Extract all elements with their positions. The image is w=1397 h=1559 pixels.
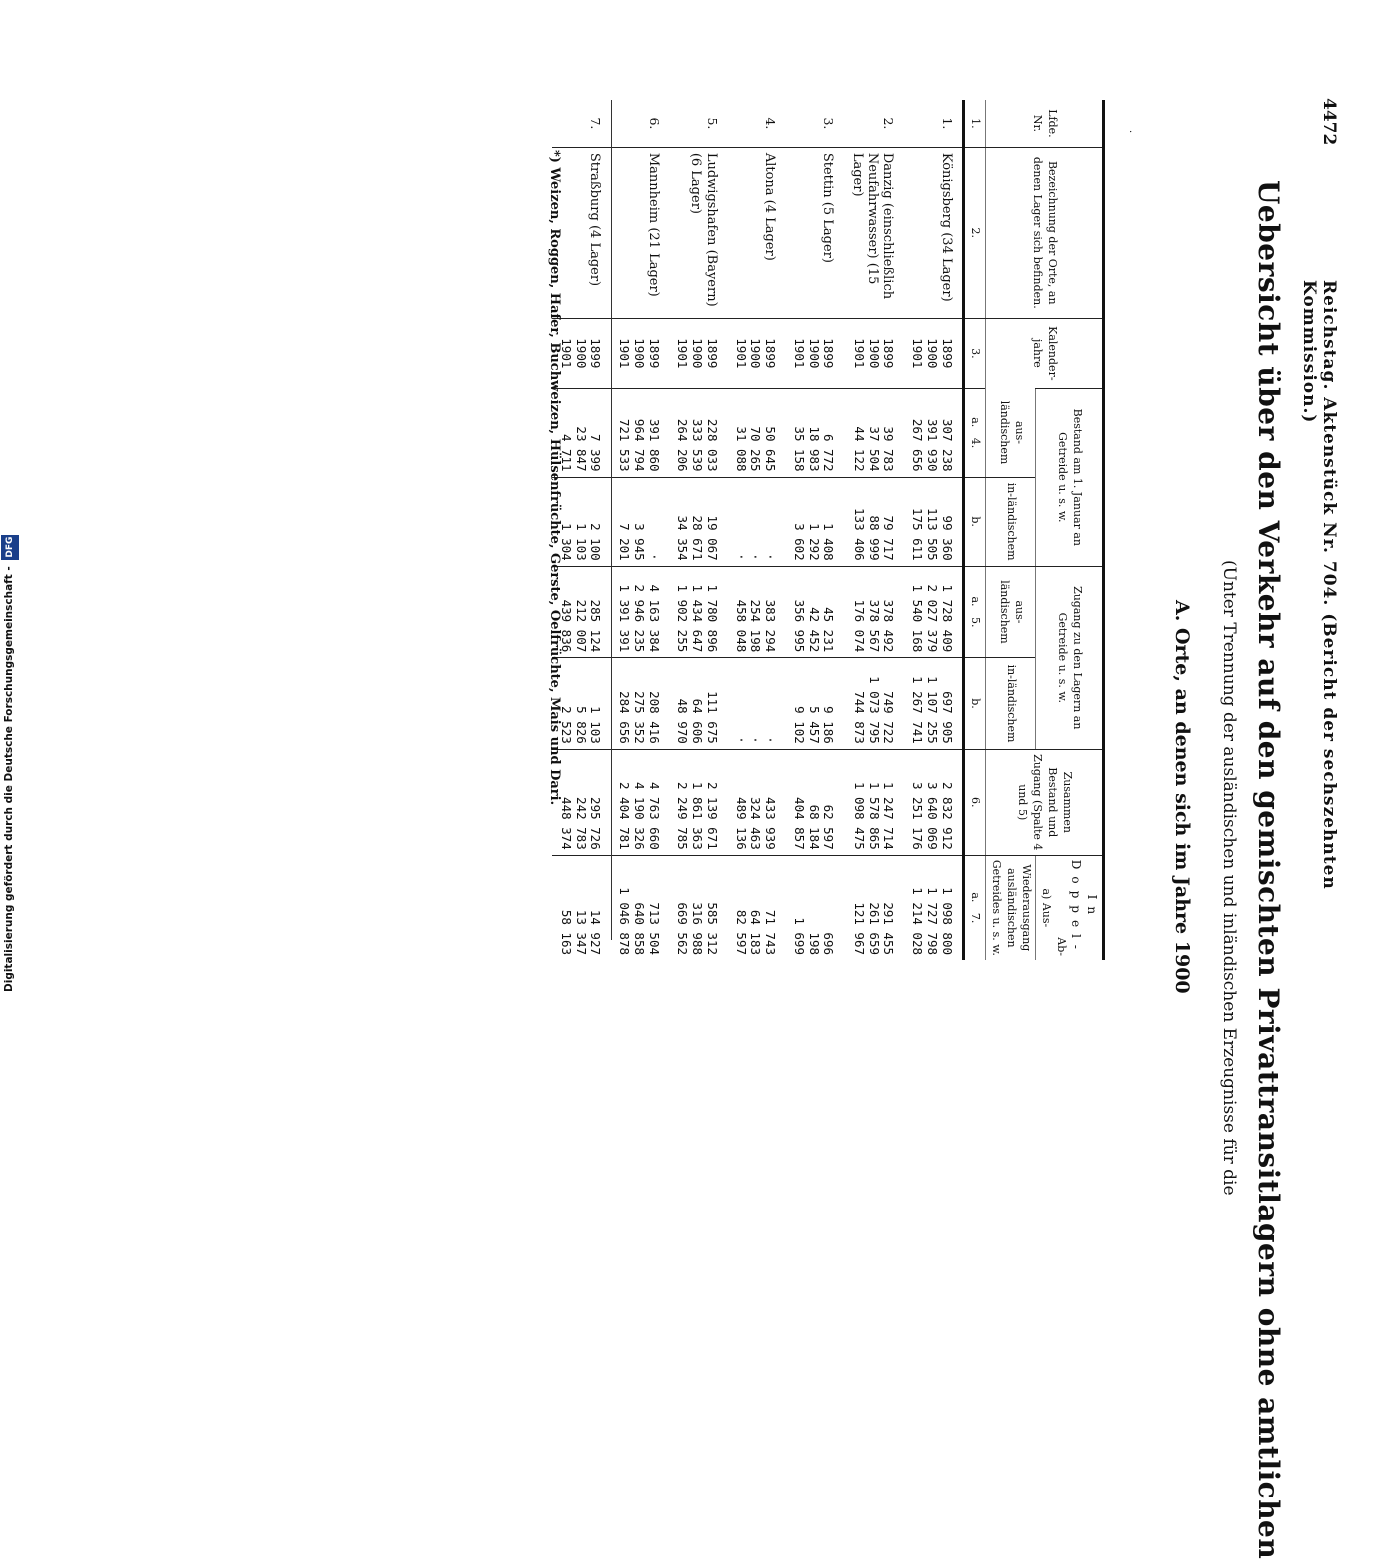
row-zugang-in: 208 416 275 352 284 656 xyxy=(610,658,668,750)
row-zugang-in: 1 103 5 826 2 523 xyxy=(552,658,610,750)
row-ausgang: 14 927 13 347 58 163 xyxy=(552,855,610,960)
row-years: 1899 1900 1901 xyxy=(843,318,903,388)
col-zugang-in: in-ländischem xyxy=(986,658,1036,750)
table-row xyxy=(785,100,843,960)
row-zusammen: 433 939 324 463 489 136 xyxy=(727,749,785,855)
row-name: Altona (4 Lager) xyxy=(727,147,785,318)
sub-a-label: a. xyxy=(969,892,983,903)
row-name: Mannheim (21 Lager) xyxy=(610,147,668,318)
col-bestand-in: in-ländischem xyxy=(986,477,1036,566)
row-zugang-aus: 45 231 42 452 356 995 xyxy=(785,566,843,658)
row-zusammen: 295 726 242 783 448 374 xyxy=(552,749,610,855)
row-zugang-in: · · · xyxy=(727,658,785,750)
row-nr: 5. xyxy=(704,117,720,130)
row-zugang-in: 9 186 5 457 9 102 xyxy=(785,658,843,750)
row-bestand-in: 1 408 1 292 3 602 xyxy=(785,477,843,566)
row-zugang-aus: 1 728 409 2 027 379 1 540 168 xyxy=(903,566,963,658)
row-zusammen: 4 763 660 4 190 326 2 404 781 xyxy=(610,749,668,855)
row-zugang-aus: 383 294 254 198 458 048 xyxy=(727,566,785,658)
ab-label: Ab- xyxy=(1054,937,1068,956)
col-doppel-block xyxy=(1035,855,1103,960)
table-row xyxy=(843,100,903,960)
row-zugang-aus: 1 780 896 1 434 647 1 902 255 xyxy=(669,566,727,658)
col-lfde-nr: Lfde. Nr. xyxy=(986,100,1104,147)
row-bestand-in: · · · xyxy=(727,477,785,566)
doppel-label: In Doppel- xyxy=(1068,859,1099,956)
col-kalenderjahre: Kalender-jahre xyxy=(986,318,1104,388)
page-subtitle: (Unter Trennung der ausländischen und inländischen Erzeugnisse für die xyxy=(1219,560,1239,1196)
row-zugang-in: 111 675 64 606 48 970 xyxy=(669,658,727,750)
col-bestand-aus: aus-ländischem xyxy=(986,388,1036,477)
row-years: 1899 1900 1901 xyxy=(727,318,785,388)
row-bestand-aus: 39 783 37 504 44 122 xyxy=(843,388,903,477)
row-ausgang: 71 743 64 183 82 597 xyxy=(727,855,785,960)
footnote: *) Weizen, Roggen, Hafer, Buchweizen, Hülsenfrüchte, Gerste, Oelfrüchte, Mais und Dari. xyxy=(547,150,562,806)
row-zugang-aus: 4 163 384 2 946 235 1 391 391 xyxy=(610,566,668,658)
row-bestand-in: · 3 945 7 201 xyxy=(610,477,668,566)
row-zusammen: 1 247 714 1 578 865 1 098 475 xyxy=(843,749,903,855)
colnum-4a xyxy=(963,388,986,477)
dot-mark: · xyxy=(1124,130,1135,134)
row-years: 1899 1900 1901 xyxy=(552,318,610,388)
row-bestand-aus: 7 399 23 847 4 711 xyxy=(552,388,610,477)
col-zusammen: Zusammen Bestand und Zugang (Spalte 4 und 5) xyxy=(986,749,1104,855)
row-years: 1899 1900 1901 xyxy=(903,318,963,388)
row-bestand-in: 2 100 1 103 1 304 xyxy=(552,477,610,566)
row-zusammen: 2 139 671 1 861 363 2 249 785 xyxy=(669,749,727,855)
colnum-5b: b. xyxy=(963,658,986,750)
digitization-strip xyxy=(0,0,20,1000)
table-row xyxy=(903,100,963,960)
colnum-6: 6. xyxy=(963,749,986,855)
row-nr: 7. xyxy=(588,117,604,130)
row-ausgang: 713 504 640 858 1 046 878 xyxy=(610,855,668,960)
table-row xyxy=(669,100,727,960)
sub-a-label: a. xyxy=(969,417,983,428)
row-name: Königsberg (34 Lager) xyxy=(903,147,963,318)
digitization-line xyxy=(0,0,18,1000)
col-zugang: Zugang zu den Lagern an Getreide u. s. w. xyxy=(1035,566,1103,749)
row-name: Danzig (einschließlich Neufahrwasser) (15 Lager) xyxy=(843,147,903,318)
footnote-rule xyxy=(611,100,612,940)
row-zusammen: 62 597 68 184 404 857 xyxy=(785,749,843,855)
page-title: Uebersicht über den Verkehr auf den gemischten Privattransitlagern ohne amtlichen xyxy=(1252,180,1285,1559)
colnum-3: 3. xyxy=(963,318,986,388)
colnum-7-label: 7. xyxy=(969,912,983,924)
row-zugang-in: 749 722 1 073 795 744 873 xyxy=(843,658,903,750)
row-name: Straßburg (4 Lager) xyxy=(552,147,610,318)
table-row xyxy=(727,100,785,960)
running-head: Reichstag. Aktenstück Nr. 704. (Bericht der sechszehnten Kommission.) xyxy=(1299,280,1339,890)
row-ausgang: 696 198 1 699 xyxy=(785,855,843,960)
row-nr: 2. xyxy=(881,117,897,130)
row-years: 1899 1900 1901 xyxy=(785,318,843,388)
dfg-logo: DFG xyxy=(1,535,19,560)
statistics-table xyxy=(552,100,1105,960)
colnum-4b: b. xyxy=(963,477,986,566)
row-ausgang: 291 455 261 659 121 967 xyxy=(843,855,903,960)
row-ausgang: 585 312 316 988 669 562 xyxy=(669,855,727,960)
col-wiederausgang: Wiederausgang ausländischen Getreides u. s. w. xyxy=(986,855,1036,960)
row-zusammen: 2 832 912 3 640 069 3 251 176 xyxy=(903,749,963,855)
col-bestand: Bestand am 1. Januar an Getreide u. s. w. xyxy=(1035,388,1103,566)
row-nr: 6. xyxy=(646,117,662,130)
colnum-4-label: 4. xyxy=(969,437,983,449)
aus-label: a) Aus- xyxy=(1039,888,1053,928)
row-bestand-aus: 307 238 391 930 267 656 xyxy=(903,388,963,477)
row-bestand-in: 79 717 88 999 133 406 xyxy=(843,477,903,566)
row-years: 1899 1900 1901 xyxy=(669,318,727,388)
row-nr: 1. xyxy=(939,117,955,130)
row-nr: 3. xyxy=(821,117,837,130)
row-bestand-aus: 391 860 964 794 721 533 xyxy=(610,388,668,477)
sub-a-label: a. xyxy=(969,596,983,607)
row-nr: 4. xyxy=(763,117,779,130)
row-bestand-in: 99 360 113 505 175 611 xyxy=(903,477,963,566)
digitization-note: Digitalisierung gefördert durch die Deutsche Forschungsgemeinschaft - xyxy=(3,566,15,992)
row-zugang-in: 697 905 1 107 255 1 267 741 xyxy=(903,658,963,750)
colnum-5a xyxy=(963,566,986,658)
colnum-1: 1. xyxy=(963,100,986,147)
row-zugang-aus: 285 124 212 007 439 836 xyxy=(552,566,610,658)
page-number: 4472 xyxy=(1319,98,1339,146)
table-row xyxy=(610,100,668,960)
colnum-5-label: 5. xyxy=(969,617,983,628)
row-bestand-aus: 6 772 18 983 35 158 xyxy=(785,388,843,477)
colnum-7 xyxy=(963,855,986,960)
row-name: Ludwigshafen (Bayern) (6 Lager) xyxy=(669,147,727,318)
colnum-2: 2. xyxy=(963,147,986,318)
section-heading: A. Orte, an denen sich im Jahre 1900 xyxy=(1171,600,1193,994)
row-name: Stettin (5 Lager) xyxy=(785,147,843,318)
row-bestand-aus: 50 645 70 265 31 088 xyxy=(727,388,785,477)
row-years: 1899 1900 1901 xyxy=(610,318,668,388)
col-zugang-aus: aus-ländischem xyxy=(986,566,1036,658)
col-bezeichnung: Bezeichnung der Orte, an denen Lager sich befinden. xyxy=(986,147,1104,318)
row-zugang-aus: 378 492 378 567 176 074 xyxy=(843,566,903,658)
row-ausgang: 1 098 800 1 727 798 1 214 028 xyxy=(903,855,963,960)
row-bestand-aus: 228 033 333 539 264 206 xyxy=(669,388,727,477)
row-bestand-in: 19 067 28 671 34 354 xyxy=(669,477,727,566)
